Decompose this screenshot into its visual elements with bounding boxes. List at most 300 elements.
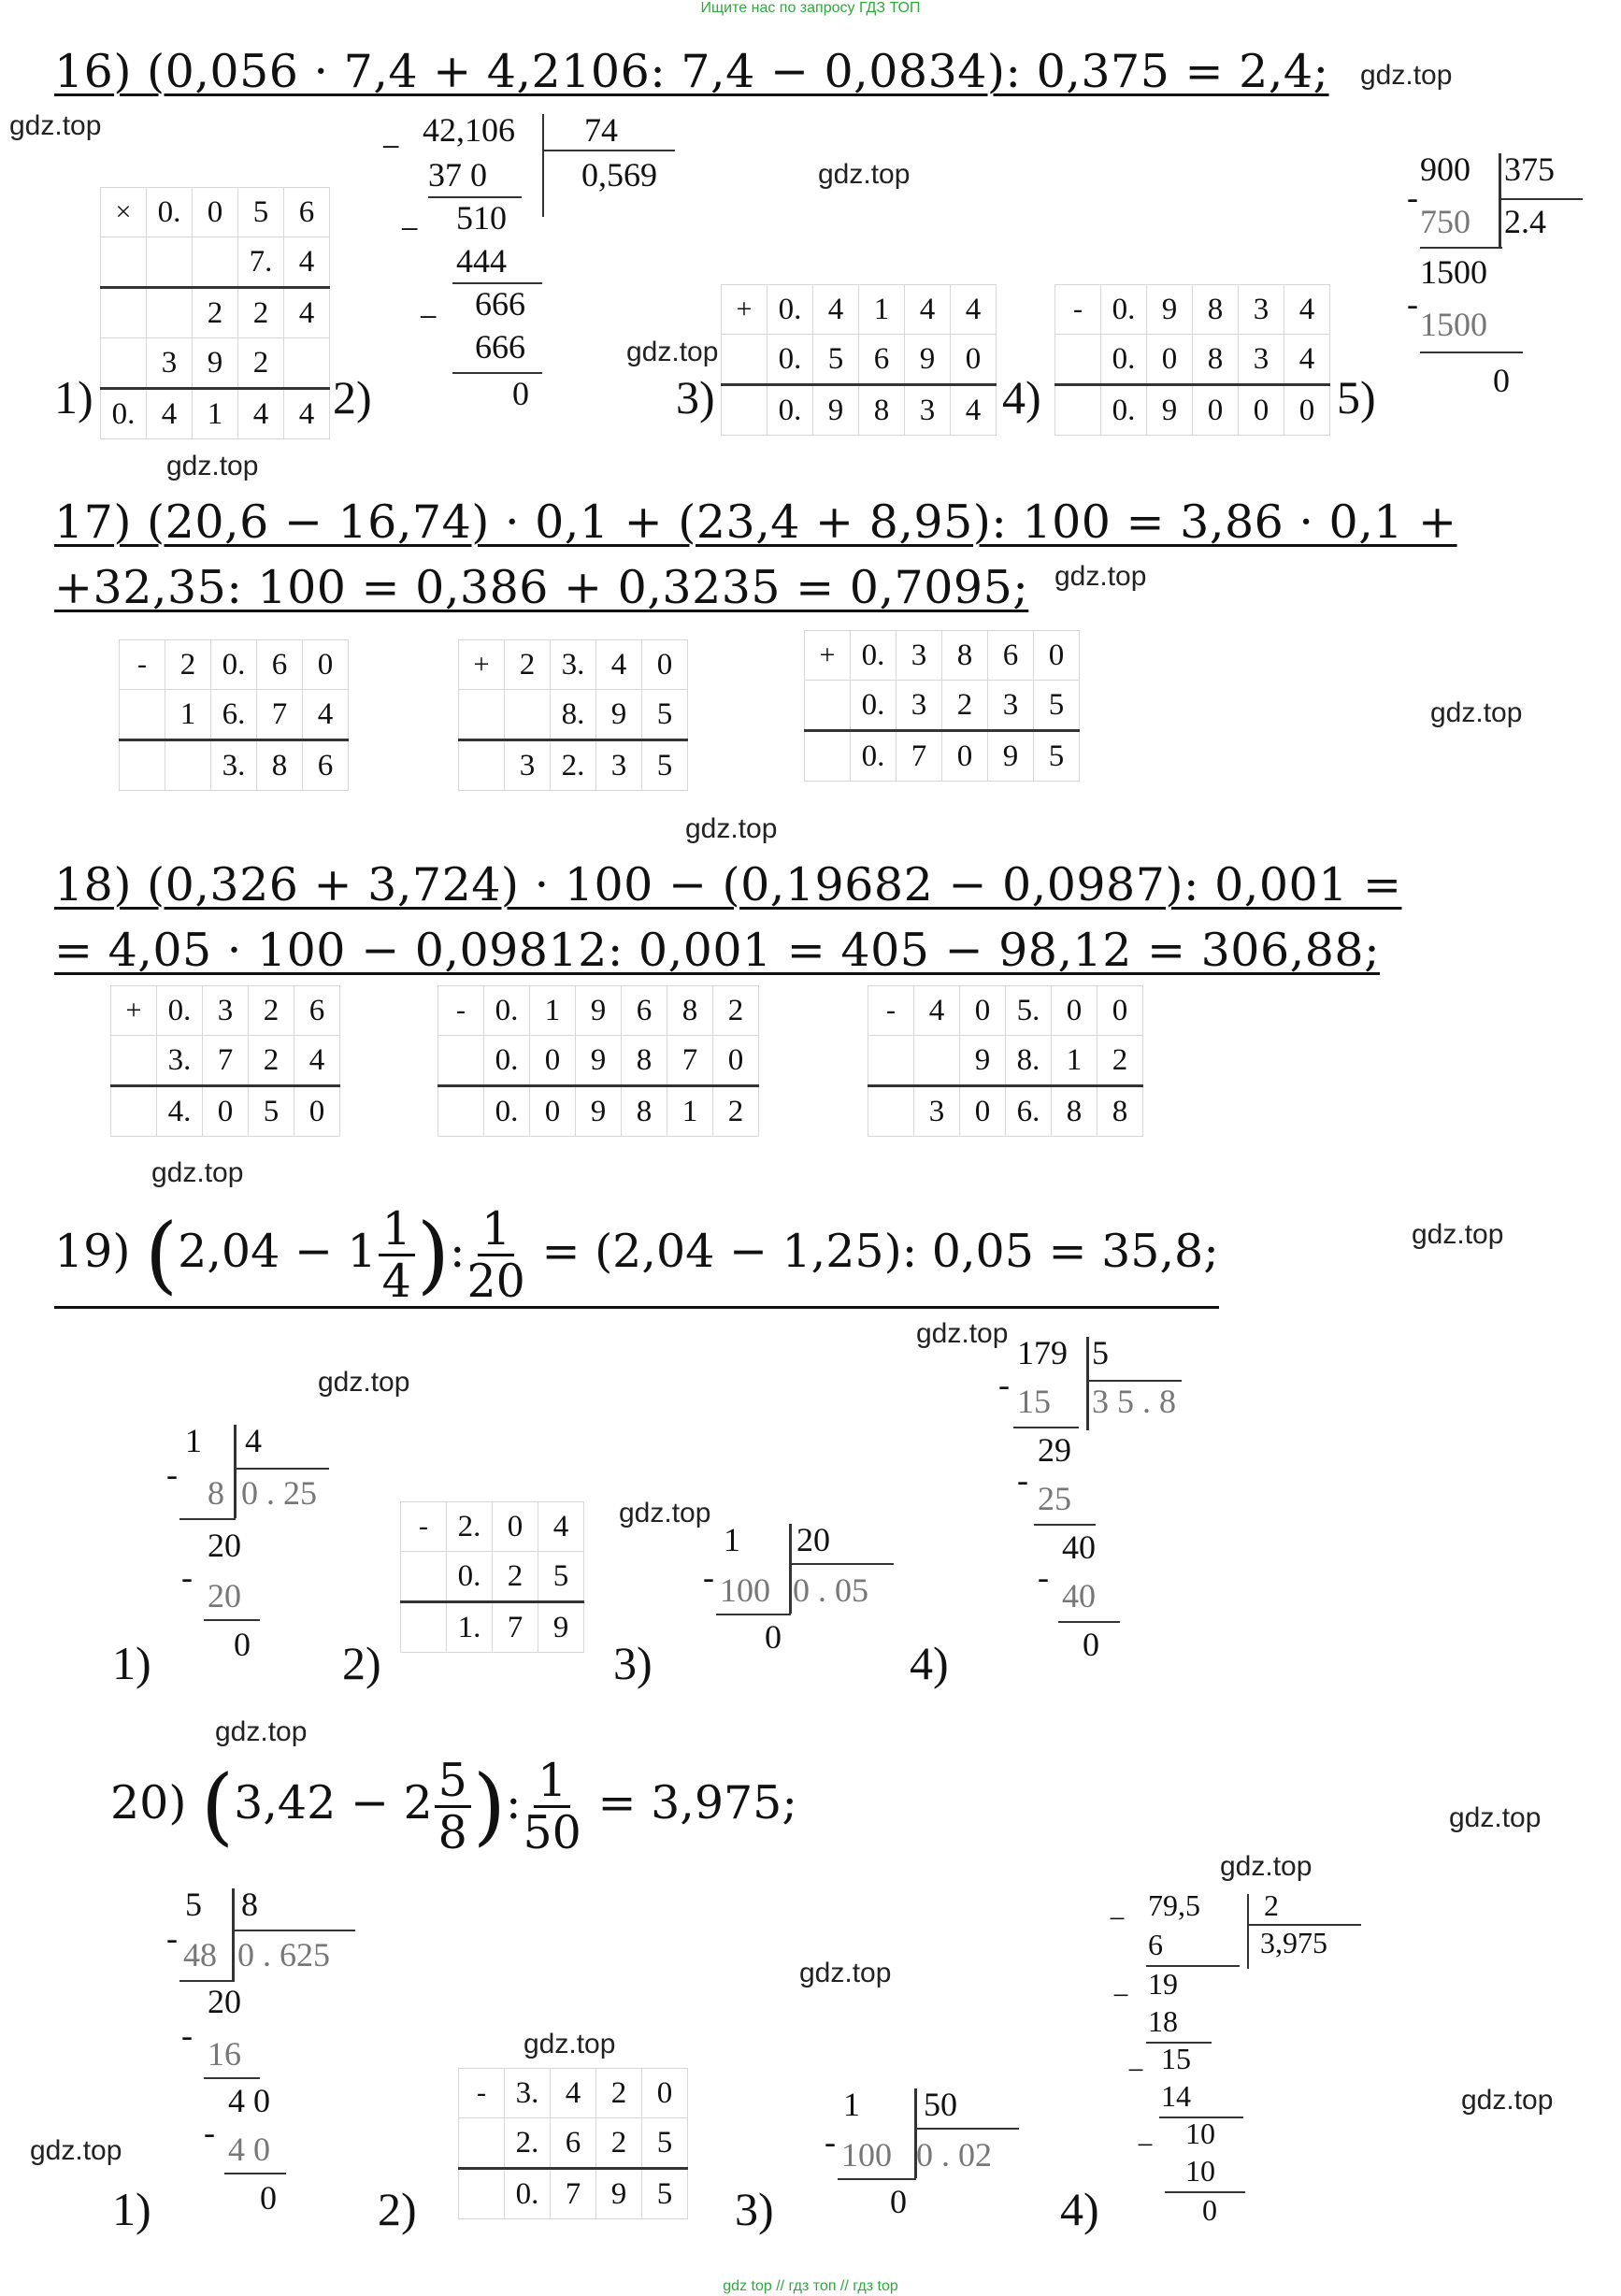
cell (459, 690, 505, 740)
problem-20-equation: 20) (3,42 − 2 $\frac{5}{8}$ ): $\frac{1}{50}$ = 3,975; (110, 1754, 797, 1859)
cell: 5 (249, 1086, 294, 1137)
cell: 3 (905, 385, 951, 436)
cell (165, 740, 211, 791)
cell: 3 (203, 986, 249, 1036)
cell (111, 1036, 157, 1086)
watermark: gdz.top (30, 2135, 122, 2166)
step-label: 2) (342, 1637, 381, 1689)
watermark: gdz.top (9, 110, 102, 141)
cell: 3 (1239, 285, 1284, 335)
cell: 2 (193, 288, 238, 338)
dividend: 42,106 (423, 111, 515, 149)
cell: 0 (294, 1086, 340, 1137)
cell: 5 (642, 690, 688, 740)
cell: 7 (203, 1036, 249, 1086)
quotient: 0 . 02 (916, 2136, 992, 2174)
step: 0 (234, 1626, 251, 1663)
step-label: 3) (613, 1637, 653, 1689)
cell: 1 (667, 1086, 713, 1137)
p19-division-1: 1 4 - 8 0 . 25 20 - 20 0 (166, 1421, 353, 1683)
cell (438, 1086, 484, 1137)
cell: 0. (484, 1086, 530, 1137)
step: 4 0 (228, 2131, 270, 2168)
cell: 4 (538, 1502, 584, 1552)
quotient: 2.4 (1504, 203, 1546, 240)
cell (459, 2118, 505, 2169)
cell: 8 (1097, 1086, 1143, 1137)
cell: 9 (988, 731, 1034, 782)
watermark: gdz.top (1360, 60, 1453, 91)
divisor: 2 (1264, 1888, 1279, 1922)
cell: + (805, 631, 851, 681)
cell (805, 681, 851, 731)
cell: 0 (493, 1502, 538, 1552)
step: 0 (765, 1618, 782, 1656)
cell (1055, 335, 1101, 385)
cell: 2 (165, 640, 211, 690)
cell: 0. (211, 640, 257, 690)
cell: + (459, 640, 505, 690)
cell: 9 (813, 385, 859, 436)
step: 16 (208, 2035, 241, 2073)
expr: 2,04 − 1 (178, 1225, 377, 1278)
cell: 3. (505, 2069, 551, 2118)
cell: 1 (530, 986, 576, 1036)
cell: 2 (238, 288, 284, 338)
cell: 6. (211, 690, 257, 740)
cell: 1. (447, 1602, 493, 1653)
divisor: 50 (924, 2086, 957, 2123)
cell: 5 (813, 335, 859, 385)
cell: 3 (897, 631, 942, 681)
cell: 0. (157, 986, 203, 1036)
step: 0 (890, 2183, 907, 2220)
problem-number: 19) (54, 1225, 131, 1278)
cell: 0. (851, 681, 897, 731)
dividend: 5 (185, 1886, 202, 1923)
step-label: 2) (378, 2183, 417, 2235)
cell: 8 (257, 740, 303, 791)
cell: 0 (1284, 385, 1330, 436)
p17-subtraction-grid (119, 639, 349, 791)
cell: 3. (157, 1036, 203, 1086)
watermark: gdz.top (215, 1716, 308, 1747)
watermark: gdz.top (1054, 561, 1147, 592)
cell: 3. (211, 740, 257, 791)
top-banner[interactable]: Ищите нас по запросу ГДЗ ТОП (700, 0, 921, 16)
cell: 7. (238, 237, 284, 288)
p16-column-division: 900 375 2.4 - 750 1500 - 1500 0 (1407, 150, 1594, 411)
cell: 2 (942, 681, 988, 731)
cell: 9 (905, 335, 951, 385)
step: 100 (841, 2136, 892, 2174)
step: 20 (208, 1983, 241, 2020)
step: 0 (1202, 2193, 1217, 2227)
cell: 6 (551, 2118, 596, 2169)
cell: 2 (493, 1552, 538, 1602)
step: 20 (208, 1577, 241, 1614)
cell: 0 (642, 640, 688, 690)
cell: 9 (576, 1036, 622, 1086)
p20-division-3: 1 50 - 100 0 . 02 0 (823, 2085, 1028, 2225)
quotient: 0 . 25 (241, 1474, 317, 1512)
p17-addition-grid-2 (804, 630, 1080, 782)
cell: 8 (622, 1086, 667, 1137)
cell: 0 (1052, 986, 1097, 1036)
cell: 5 (238, 188, 284, 237)
cell: 5. (1006, 986, 1052, 1036)
cell: 4 (284, 237, 330, 288)
divisor: 4 (245, 1422, 262, 1459)
cell: 0. (101, 389, 147, 439)
cell: 0 (942, 731, 988, 782)
step: 15 (1017, 1383, 1051, 1420)
cell: 4 (905, 285, 951, 335)
cell: 6 (988, 631, 1034, 681)
step-label: 1) (112, 1637, 151, 1689)
dividend: 900 (1420, 151, 1470, 188)
cell (101, 288, 147, 338)
step: 15 (1161, 2042, 1191, 2075)
cell: 7 (551, 2169, 596, 2219)
p19-division-3: 1 20 - 100 0 . 05 0 (703, 1520, 909, 1660)
cell: 9 (596, 2169, 642, 2219)
cell: 0. (447, 1552, 493, 1602)
p18-subtraction-grid (438, 985, 759, 1137)
cell: 9 (576, 1086, 622, 1137)
divisor: 20 (796, 1521, 830, 1558)
cell (722, 335, 767, 385)
cell: 5 (642, 2169, 688, 2219)
cell (147, 237, 193, 288)
fraction-denominator: 8 (438, 1806, 467, 1859)
cell (459, 2169, 505, 2219)
fraction-numerator: 1 (379, 1206, 415, 1256)
p16-multiplication-grid (100, 187, 330, 439)
cell (868, 1086, 914, 1137)
cell: 4 (238, 389, 284, 439)
cell: 4 (284, 288, 330, 338)
step-label: 4) (910, 1637, 949, 1689)
step: 1500 (1420, 306, 1487, 343)
p20-long-division: − 79,5 2 3,975 6 − 19 18 − 15 14 − 10 10 0 (1109, 1888, 1389, 2234)
step: 40 (1062, 1577, 1096, 1614)
watermark: gdz.top (1449, 1802, 1542, 1833)
cell: 2 (249, 986, 294, 1036)
watermark: gdz.top (916, 1318, 1009, 1349)
dividend: 179 (1017, 1334, 1068, 1371)
bottom-banner[interactable]: gdz top // гдз топ // гдз top (723, 2278, 898, 2294)
cell: - (438, 986, 484, 1036)
cell: 4 (596, 640, 642, 690)
cell (805, 731, 851, 782)
cell: 0. (505, 2169, 551, 2219)
cell: 6 (303, 740, 349, 791)
fraction-numerator: 1 (478, 1206, 514, 1256)
p16-subtraction-grid (1054, 284, 1330, 436)
divisor: 5 (1092, 1334, 1109, 1371)
cell: 2 (505, 640, 551, 690)
step: 0 (1493, 362, 1510, 399)
cell: 0. (1101, 335, 1147, 385)
cell (1055, 385, 1101, 436)
p16-long-division: − 42,106 74 0,569 37 0 − 510 444 − 666 666 0 (374, 110, 692, 419)
p18-addition-grid (110, 985, 340, 1137)
cell: 0. (767, 335, 813, 385)
cell: 0. (147, 188, 193, 237)
dividend: 1 (843, 2086, 860, 2123)
cell: 1 (1052, 1036, 1097, 1086)
cell: 2 (713, 986, 759, 1036)
cell (193, 237, 238, 288)
cell: 0 (951, 335, 997, 385)
step-label: 1) (54, 371, 93, 423)
step: 6 (1148, 1928, 1163, 1961)
watermark: gdz.top (524, 2029, 616, 2059)
cell: 5 (1034, 681, 1080, 731)
dividend: 1 (185, 1422, 202, 1459)
cell: 8. (1006, 1036, 1052, 1086)
step: 48 (183, 1936, 217, 1973)
watermark: gdz.top (685, 813, 778, 844)
cell: 0 (1034, 631, 1080, 681)
cell: 7 (257, 690, 303, 740)
cell: 4 (914, 986, 960, 1036)
dividend: 1 (724, 1521, 740, 1558)
cell: 5 (1034, 731, 1080, 782)
cell: 7 (667, 1036, 713, 1086)
cell (111, 1086, 157, 1137)
cell: 4 (951, 385, 997, 436)
cell (459, 740, 505, 791)
cell: 0 (1193, 385, 1239, 436)
dividend: 79,5 (1148, 1888, 1200, 1922)
cell: 8 (1193, 285, 1239, 335)
cell: 4 (951, 285, 997, 335)
cell (147, 288, 193, 338)
divisor: 74 (584, 111, 618, 149)
cell: 2 (238, 338, 284, 389)
cell: 8 (1052, 1086, 1097, 1137)
cell: 9 (538, 1602, 584, 1653)
cell: 4 (294, 1036, 340, 1086)
cell: 8 (859, 385, 905, 436)
watermark: gdz.top (818, 159, 911, 190)
cell: 8. (551, 690, 596, 740)
cell: 3 (147, 338, 193, 389)
step-label: 3) (735, 2183, 774, 2235)
problem-18-equation-line2: = 4,05 · 100 − 0,09812: 0,001 = 405 − 98,12 = 306,88; (54, 924, 1381, 977)
cell: 4 (551, 2069, 596, 2118)
step: 666 (475, 328, 525, 366)
cell: 9 (193, 338, 238, 389)
step: 19 (1148, 1967, 1178, 2001)
watermark: gdz.top (166, 451, 259, 481)
cell: 2 (596, 2069, 642, 2118)
cell: 9 (960, 1036, 1006, 1086)
watermark: gdz.top (1220, 1851, 1313, 1882)
step: 40 (1062, 1528, 1096, 1566)
expr: = 3,975; (597, 1776, 797, 1830)
step: 4 0 (228, 2082, 270, 2119)
cell: 2. (447, 1502, 493, 1552)
cell: 0. (767, 385, 813, 436)
fraction-denominator: 50 (523, 1806, 581, 1859)
problem-18-equation-line1: 18) (0,326 + 3,724) · 100 − (0,19682 − 0,0987): 0,001 = (54, 858, 1402, 911)
step: 510 (456, 199, 507, 237)
cell: 4 (813, 285, 859, 335)
watermark: gdz.top (1430, 697, 1523, 728)
cell: - (868, 986, 914, 1036)
step: 18 (1148, 2004, 1178, 2038)
cell: 6. (1006, 1086, 1052, 1137)
cell (401, 1602, 447, 1653)
watermark: gdz.top (1412, 1219, 1504, 1250)
step-label: 4) (1002, 371, 1041, 423)
cell: 6 (622, 986, 667, 1036)
cell: × (101, 188, 147, 237)
expr: = (2,04 − 1,25): 0,05 = 35,8; (541, 1225, 1219, 1278)
cell: 0. (767, 285, 813, 335)
divisor: 375 (1504, 151, 1555, 188)
step-label: 5) (1337, 371, 1376, 423)
problem-16-equation: 16) (0,056 · 7,4 + 4,2106: 7,4 − 0,0834): 0,375 = 2,4; (54, 45, 1329, 98)
cell: 1 (193, 389, 238, 439)
cell: 8 (622, 1036, 667, 1086)
cell (120, 740, 165, 791)
cell: 2. (551, 740, 596, 791)
cell: 3 (988, 681, 1034, 731)
watermark: gdz.top (626, 337, 719, 367)
watermark: gdz.top (318, 1367, 410, 1398)
cell (438, 1036, 484, 1086)
step: 0 (260, 2179, 277, 2217)
cell: 0 (960, 1086, 1006, 1137)
cell: 3. (551, 640, 596, 690)
p18-subtraction-grid-2 (868, 985, 1143, 1137)
step: 750 (1420, 203, 1470, 240)
cell: 0. (851, 731, 897, 782)
step: 14 (1161, 2079, 1191, 2113)
cell: 6 (294, 986, 340, 1036)
cell: 0. (1101, 385, 1147, 436)
cell: 9 (1147, 385, 1193, 436)
cell: 0. (851, 631, 897, 681)
cell (401, 1552, 447, 1602)
cell: 5 (642, 2118, 688, 2169)
watermark: gdz.top (619, 1498, 711, 1528)
cell (868, 1036, 914, 1086)
cell: 4 (147, 389, 193, 439)
step: 1500 (1420, 253, 1487, 291)
cell (722, 385, 767, 436)
step: 100 (720, 1571, 770, 1609)
cell: 0 (193, 188, 238, 237)
cell: 3 (914, 1086, 960, 1137)
step-label: 2) (333, 371, 372, 423)
cell: 4 (1284, 285, 1330, 335)
cell: 4 (303, 690, 349, 740)
cell: 4. (157, 1086, 203, 1137)
cell: + (111, 986, 157, 1036)
cell: 8 (1193, 335, 1239, 385)
quotient: 0 . 05 (793, 1571, 868, 1609)
cell: 2 (596, 2118, 642, 2169)
p17-addition-grid (458, 639, 688, 791)
cell (505, 690, 551, 740)
cell: 6 (859, 335, 905, 385)
cell: 0 (530, 1086, 576, 1137)
step-label: 4) (1060, 2183, 1099, 2235)
quotient: 3 5 . 8 (1092, 1383, 1176, 1420)
cell: 3 (1239, 335, 1284, 385)
cell (284, 338, 330, 389)
cell: - (1055, 285, 1101, 335)
p19-division-4: 179 5 - 15 3 5 . 8 29 - 25 40 - 40 0 (991, 1333, 1197, 1679)
p20-division-1: 5 8 - 48 0 . 625 20 - 16 4 0 - 4 0 0 (166, 1885, 381, 2231)
cell: 1 (165, 690, 211, 740)
cell: 8 (667, 986, 713, 1036)
p19-subtraction-grid (400, 1501, 584, 1653)
cell (101, 237, 147, 288)
step: 25 (1038, 1480, 1071, 1517)
problem-17-equation-line1: 17) (20,6 − 16,74) · 0,1 + (23,4 + 8,95): 100 = 3,86 · 0,1 + (54, 495, 1457, 549)
step-label: 3) (676, 371, 715, 423)
quotient: 3,975 (1260, 1926, 1327, 1959)
cell (120, 690, 165, 740)
cell: 0 (303, 640, 349, 690)
divisor: 8 (241, 1886, 258, 1923)
cell: 3 (897, 681, 942, 731)
p16-addition-grid (721, 284, 997, 436)
cell: 2 (713, 1086, 759, 1137)
cell: 0. (1101, 285, 1147, 335)
step: 37 0 (428, 156, 487, 194)
cell: 0 (530, 1036, 576, 1086)
step: 20 (208, 1527, 241, 1564)
cell: - (459, 2069, 505, 2118)
cell: 2 (1097, 1036, 1143, 1086)
cell: 2 (249, 1036, 294, 1086)
cell: 0. (484, 986, 530, 1036)
cell: 0 (642, 2069, 688, 2118)
cell: 0 (1239, 385, 1284, 436)
fraction-numerator: 1 (534, 1758, 570, 1808)
cell (101, 338, 147, 389)
cell: 9 (596, 690, 642, 740)
cell: 4 (284, 389, 330, 439)
step-label: 1) (112, 2183, 151, 2235)
cell: 0. (484, 1036, 530, 1086)
cell: 7 (897, 731, 942, 782)
quotient: 0,569 (581, 156, 657, 194)
expr: 3,42 − 2 (234, 1776, 433, 1830)
cell: + (722, 285, 767, 335)
cell: - (120, 640, 165, 690)
cell: 9 (1147, 285, 1193, 335)
problem-19-equation: 19) (2,04 − 1 $\frac{1}{4}$ ): $\frac{1}{20}$ = (2,04 − 1,25): 0,05 = 35,8; (54, 1202, 1219, 1308)
watermark: gdz.top (151, 1157, 244, 1188)
step: 29 (1038, 1431, 1071, 1469)
cell: 0 (713, 1036, 759, 1086)
step: 666 (475, 285, 525, 323)
cell: 2. (505, 2118, 551, 2169)
cell: 0 (1147, 335, 1193, 385)
step: 0 (1083, 1626, 1099, 1663)
cell: 0 (203, 1086, 249, 1137)
cell: 8 (942, 631, 988, 681)
cell (914, 1036, 960, 1086)
